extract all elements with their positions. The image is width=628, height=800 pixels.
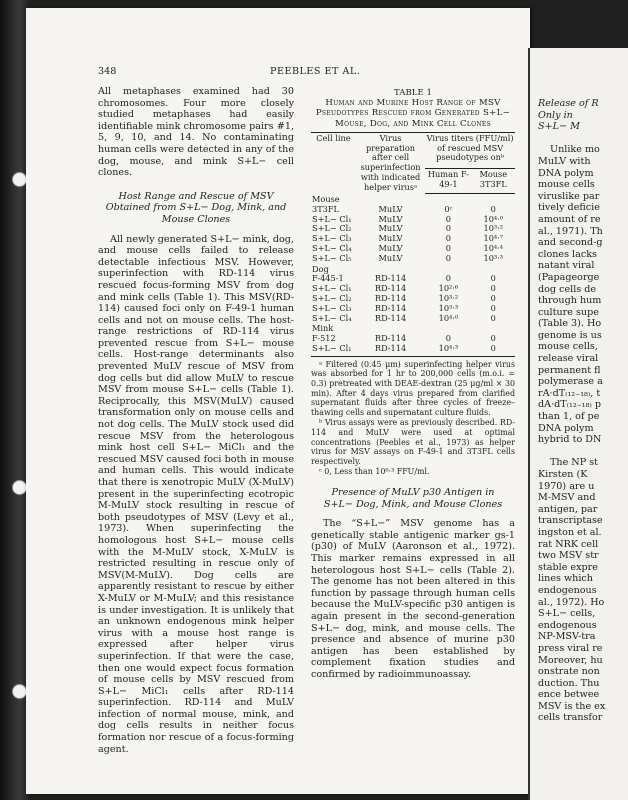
table-cell-human: 10⁴·⁰ bbox=[438, 312, 459, 323]
col-header-virus-prep: Virus preparation after cell superinfection with indicated helper virusᵃ bbox=[356, 132, 425, 193]
table-cell-mouse: 0 bbox=[490, 273, 496, 284]
adjacent-text-line: endogenous bbox=[538, 619, 597, 631]
table-cell-virus: MuLV bbox=[378, 243, 403, 254]
adjacent-text-line: al., 1972). Ho bbox=[538, 596, 605, 608]
adjacent-text-line: NP-MSV-tra bbox=[538, 631, 596, 643]
adjacent-text-line: and second-g bbox=[538, 237, 603, 249]
adjacent-text-line: Kirsten (K bbox=[538, 469, 588, 480]
adjacent-page-fragment bbox=[528, 48, 628, 800]
table-row bbox=[311, 314, 515, 324]
adjacent-text-line: dog cells de bbox=[538, 283, 597, 295]
table-cell-virus: MuLV bbox=[378, 223, 403, 234]
table-group-row bbox=[311, 323, 515, 334]
adjacent-text-line: (Table 3). Ho bbox=[538, 318, 602, 330]
page-number: 348 bbox=[98, 66, 117, 77]
paragraph: The “S+L−” MSV genome has a genetically stable antigenic marker gs-1 (p30) of MuLV (Aaronson et al., 1972). This marker remains expressed in all heterologous host S+L− cells (Table 2). The genome has not been altered in this function by passage through human cells because the MuLV-specific p30 antigen is again present in the second-generation S+L− dog, mink, and mouse cells. The presence and absence of murine p30 antigen has been established by complement fixation studies and confirmed by radioimmunoassay. bbox=[311, 518, 515, 680]
table-cell-mouse: 10⁴·⁰ bbox=[483, 213, 504, 224]
table-cell-mouse: 0 bbox=[490, 333, 496, 344]
left-column bbox=[98, 86, 294, 755]
table-cell-mouse: 0 bbox=[490, 203, 496, 214]
adjacent-text-line: two MSV str bbox=[538, 550, 599, 562]
table-cell-human: 0 bbox=[445, 252, 452, 263]
host-range-table bbox=[311, 132, 515, 357]
table-cell-human: 10³·² bbox=[438, 293, 459, 304]
adjacent-heading-line: Release of R bbox=[538, 98, 599, 109]
adjacent-text-line: MSV is the ex bbox=[538, 700, 606, 712]
table-body bbox=[311, 194, 515, 357]
col-header-cell-line: Cell line bbox=[311, 132, 356, 193]
adjacent-text-line: (Papageorge bbox=[538, 271, 600, 283]
adjacent-text-line: antigen, par bbox=[538, 503, 598, 515]
table-cell-human: 0ᶜ bbox=[444, 203, 453, 214]
table-cell-virus: RD-114 bbox=[374, 333, 407, 344]
paragraph: All metaphases examined had 30 chromosomes. Four more closely studied metaphases had easily identifiable mink chromosome pairs #1, 5, 9, 10, and 14. No contaminating human cells were detected in any of the dog, mouse, and mink S+L− cell clones. bbox=[98, 86, 294, 179]
adjacent-text-line: cells transfor bbox=[538, 712, 603, 724]
adjacent-text-line: Moreover, hu bbox=[538, 654, 603, 666]
table-cell-line: S+L− Cl₁ bbox=[312, 213, 352, 224]
footnote-c: ᶜ 0, Less than 10⁰·³ FFU/ml. bbox=[319, 467, 430, 477]
adjacent-text-line: rA·dT₍₁₂₋₁₈₎, t bbox=[538, 387, 601, 399]
table-cell-virus: MuLV bbox=[378, 252, 403, 263]
adjacent-text-line: The NP st bbox=[550, 457, 598, 469]
adjacent-text-line: amount of re bbox=[538, 213, 601, 225]
adjacent-text-line: press viral re bbox=[538, 642, 603, 654]
adjacent-text-line: ence betwee bbox=[538, 689, 600, 701]
table-cell-human: 10²·⁶ bbox=[438, 283, 459, 294]
table-cell-virus: RD-114 bbox=[374, 273, 407, 284]
table-cell-virus: MuLV bbox=[378, 213, 403, 224]
table-cell-mouse: 0 bbox=[490, 293, 496, 304]
table-group-label: Mink bbox=[312, 323, 334, 334]
table-cell-line: S+L− Cl₁ bbox=[311, 344, 356, 356]
adjacent-text-line: dA·dT₍₁₂₋₁₈₎ p bbox=[538, 399, 602, 411]
table-cell-human: 0 bbox=[445, 213, 452, 224]
table-cell-human: 10³·³ bbox=[438, 302, 459, 313]
table-cell-line: S+L− Cl₃ bbox=[312, 233, 352, 244]
table-cell-human: 0 bbox=[445, 333, 452, 344]
adjacent-text-line: DNA polym bbox=[538, 167, 594, 179]
section-heading: Host Range and Rescue of MSV Obtained from S+L− Dog, Mink, and Mouse Clones bbox=[105, 190, 287, 225]
table-cell-human: 10⁴·³ bbox=[425, 344, 471, 356]
adjacent-heading-line: S+L− M bbox=[538, 121, 580, 133]
binder-hole bbox=[12, 480, 27, 495]
section-heading: Presence of MuLV p30 Antigen in S+L− Dog, Mink, and Mouse Clones bbox=[323, 486, 503, 510]
adjacent-text-line: 1970) are u bbox=[538, 480, 595, 492]
table-cell-human: 0 bbox=[445, 273, 452, 284]
footnote-b: ᵇ Virus assays were as previously described. RD-114 and MuLV were used at optimal concentrations (Peebles et al., 1973) as helper virus for MSV assays on F-49-1 and 3T3FL cells respectively. bbox=[311, 418, 515, 466]
col-header-mouse: Mouse 3T3FL bbox=[472, 168, 515, 193]
adjacent-text-line: than 1, of pe bbox=[538, 411, 600, 423]
adjacent-text-line: mouse cells bbox=[538, 179, 595, 191]
table-cell-line: S+L− Cl₅ bbox=[312, 252, 352, 263]
table-cell-line: S+L− Cl₂ bbox=[312, 223, 352, 234]
adjacent-text-line: al., 1971). Th bbox=[538, 225, 603, 237]
binder-hole bbox=[12, 684, 27, 699]
adjacent-text-line: rat NRK cell bbox=[538, 538, 599, 550]
table-group-label: Mouse bbox=[312, 194, 340, 205]
table-cell-mouse: 0 bbox=[490, 312, 496, 323]
adjacent-text-line: permanent fl bbox=[538, 364, 601, 376]
adjacent-text-line: onstrate non bbox=[538, 666, 600, 678]
right-column bbox=[311, 88, 515, 680]
table-cell-mouse: 0 bbox=[490, 302, 496, 313]
adjacent-text-line: hybrid to DN bbox=[538, 434, 602, 446]
table-cell-line: F-445-1 bbox=[312, 273, 344, 284]
table-cell-mouse: 10⁴·⁴ bbox=[483, 243, 504, 254]
running-author: PEEBLES ET AL. bbox=[270, 66, 361, 77]
table-cell-virus: RD-114 bbox=[374, 302, 407, 313]
adjacent-text-line: culture supe bbox=[538, 306, 599, 318]
table-cell-mouse: 0 bbox=[490, 283, 496, 294]
adjacent-text-line: polymerase a bbox=[538, 376, 603, 388]
adjacent-text-line: lines which bbox=[538, 573, 593, 585]
table-cell-virus: RD-114 bbox=[374, 283, 407, 294]
table-cell-line: S+L− Cl₃ bbox=[312, 302, 352, 313]
binder-hole bbox=[12, 172, 27, 187]
adjacent-text-line: endogenous bbox=[538, 584, 597, 596]
table-cell-mouse: 10⁴·⁷ bbox=[483, 233, 504, 244]
adjacent-text-line: transcriptase bbox=[538, 515, 603, 527]
table-cell-virus: RD-114 bbox=[356, 344, 425, 356]
adjacent-text-line: tively deficie bbox=[538, 202, 600, 214]
table-group-row bbox=[311, 194, 515, 205]
adjacent-text-line: genome is us bbox=[538, 329, 602, 341]
table-caption bbox=[311, 98, 515, 129]
table-row bbox=[311, 344, 515, 356]
table-cell-virus: RD-114 bbox=[374, 293, 407, 304]
table-cell-line: S+L− Cl₂ bbox=[312, 293, 352, 304]
table-caption-text: Human and Murine Host Range of MSV Pseudotypes Rescued from Generated S+L− Mouse, Dog, and Mink Cell Clones bbox=[315, 98, 511, 129]
adjacent-text-line: clones lacks bbox=[538, 248, 597, 260]
table-cell-virus: RD-114 bbox=[374, 312, 407, 323]
adjacent-heading-line: Only in bbox=[538, 109, 573, 121]
col-header-human: Human F-49-1 bbox=[425, 168, 471, 193]
table-number: TABLE 1 bbox=[394, 88, 432, 98]
adjacent-text-line: stable expre bbox=[538, 561, 598, 573]
adjacent-text-line bbox=[538, 446, 628, 458]
col-header-titers: Virus titers (FFU/ml) of rescued MSV pseudotypes onᵇ bbox=[425, 132, 515, 168]
adjacent-text-line: release viral bbox=[538, 353, 599, 365]
table-cell-human: 0 bbox=[445, 223, 452, 234]
adjacent-text-line: natant viral bbox=[538, 260, 595, 272]
binder-holes bbox=[12, 0, 26, 800]
adjacent-text-line: duction. Thu bbox=[538, 677, 600, 689]
table-cell-human: 0 bbox=[445, 233, 452, 244]
table-cell-virus: MuLV bbox=[378, 233, 403, 244]
adjacent-text-line: M-MSV and bbox=[538, 492, 596, 504]
adjacent-text-line: through hum bbox=[538, 295, 602, 307]
paragraph: All newly generated S+L− mink, dog, and mouse cells failed to release detectable infectious MSV. However, superinfection with RD-114 virus rescued focus-forming MSV from dog and mink cells (Table 1). This MSV(RD-114) caused foci only on F-49-1 human cells and not on mouse cells. The host-range restrictions of RD-114 virus prevented rescue from S+L− mouse cells. Host-range determinants also prevented MuLV rescue of MSV from dog cells but did allow MuLV to rescue MSV from mouse S+L− cells (Table 1). Reciprocally, this MSV(MuLV) caused transformation only on mouse cells and not dog cells. The MuLV stock used did rescue MSV from the heterologous mink host cell S+L− MiCl₁ and the rescued MSV caused foci both in mouse and human cells. This would indicate that there is xenotropic MuLV (X-MuLV) present in the superinfecting ecotropic M-MuLV stock resulting in rescue of both pseudotypes of MSV (Levy et al., 1973). When superinfecting the homologous host S+L− mouse cells with the M-MuLV stock, X-MuLV is restricted resulting in rescue only of MSV(M-MuLV). Dog cells are apparently resistant to rescue by either X-MuLV or M-MuLV; and this resistance is under investigation. It is unlikely that an unknown endogenous mink helper virus with a mouse host range is expressed after helper virus superinfection. If that were the case, then one would expect focus formation of mouse cells by MSV rescued from S+L− MiCl₁ cells after RD-114 superinfection. RD-114 and MuLV infection of normal mouse, mink, and dog cells results in neither focus formation nor rescue of a focus-forming agent. bbox=[98, 233, 294, 755]
adjacent-page-text bbox=[538, 98, 628, 724]
table-cell-mouse: 10³·² bbox=[483, 223, 504, 234]
table-cell-line: S+L− Cl₁ bbox=[312, 283, 352, 294]
adjacent-text-line: ingston et al. bbox=[538, 526, 602, 538]
adjacent-text-line: S+L− cells, bbox=[538, 608, 596, 620]
table-cell-line: S+L− Cl₄ bbox=[312, 312, 352, 323]
table-cell-virus: MuLV bbox=[378, 203, 403, 214]
table-cell-line: 3T3FL bbox=[312, 203, 339, 214]
table-footnotes bbox=[311, 360, 515, 477]
adjacent-text-line: viruslike par bbox=[538, 190, 600, 202]
table-row bbox=[311, 254, 515, 264]
table-cell-human: 0 bbox=[445, 243, 452, 254]
table-cell-line: S+L− Cl₄ bbox=[312, 243, 352, 254]
table-group-label: Dog bbox=[312, 263, 329, 274]
table-cell-mouse: 10³·³ bbox=[483, 252, 504, 263]
adjacent-text-line: MuLV with bbox=[538, 155, 591, 167]
adjacent-text-line: DNA polym bbox=[538, 422, 594, 434]
adjacent-text-line: Unlike mo bbox=[550, 144, 600, 156]
spacer bbox=[538, 133, 628, 145]
footnote-a: ᵃ Filtered (0.45 μm) superinfecting helper virus was absorbed for 1 hr to 200,000 cells (m.o.i. = 0.3) pretreated with DEAE-dextran (25 μg/ml × 30 min). After 4 days virus prepared from clarified supernatant fluids after three cycles of freeze–thawing cells and supernatant culture fluids. bbox=[311, 359, 515, 417]
table-cell-line: F-512 bbox=[312, 333, 336, 344]
table-cell-mouse: 0 bbox=[472, 344, 515, 356]
adjacent-text-line: mouse cells, bbox=[538, 341, 598, 353]
